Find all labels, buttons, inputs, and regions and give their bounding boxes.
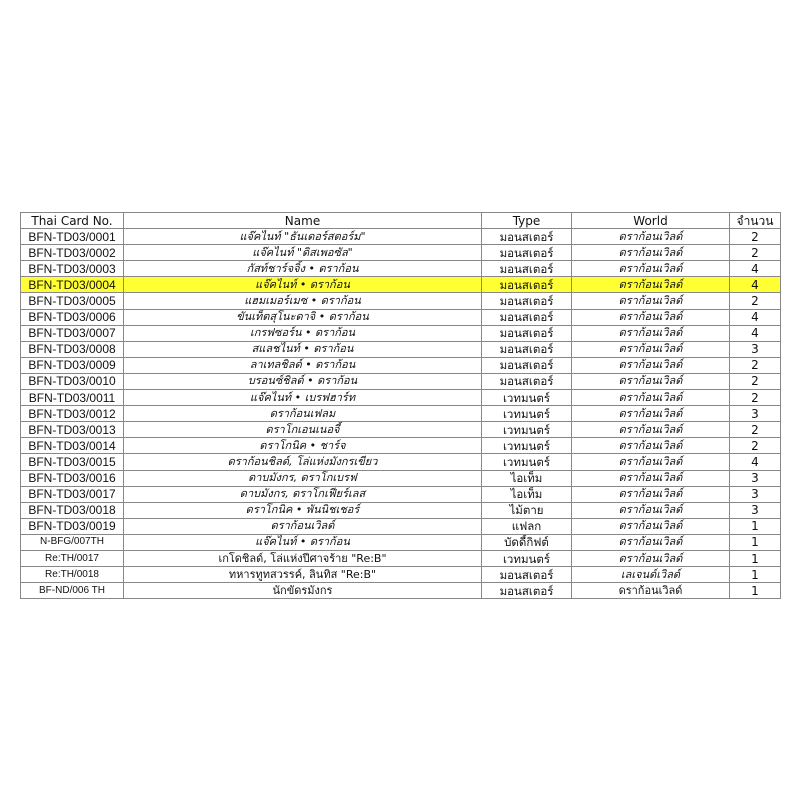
card-qty-cell: 2	[730, 229, 781, 245]
table-row-highlighted	[21, 277, 781, 293]
card-no-cell: BFN-TD03/0003	[21, 261, 124, 277]
card-no-cell: BFN-TD03/0012	[21, 406, 124, 422]
table-row	[21, 229, 781, 245]
card-no-cell: BFN-TD03/0005	[21, 293, 124, 309]
card-no-cell: Re:TH/0018	[21, 567, 124, 583]
card-type-cell: มอนสเตอร์	[482, 325, 572, 341]
card-name-cell: ลาเทลชิลด์ • ดราก้อน	[124, 357, 482, 373]
card-world-cell: ดราก้อนเวิลด์	[572, 534, 730, 550]
card-type-cell: เวทมนตร์	[482, 550, 572, 566]
card-no-cell: BFN-TD03/0006	[21, 309, 124, 325]
card-world-cell: ดราก้อนเวิลด์	[572, 341, 730, 357]
card-qty-cell: 3	[730, 470, 781, 486]
table-row	[21, 502, 781, 518]
card-type-cell: เวทมนตร์	[482, 406, 572, 422]
card-name-cell: ดราโกนิค • ชาร์จ	[124, 438, 482, 454]
card-name-cell: เกโดชิลด์, โล่แห่งปีศาจร้าย "Re:B"	[124, 550, 482, 566]
card-type-cell: มอนสเตอร์	[482, 261, 572, 277]
header-name: Name	[124, 213, 482, 229]
card-name-cell: ดราโกเอนเนอจี้	[124, 422, 482, 438]
card-qty-cell: 4	[730, 261, 781, 277]
card-qty-cell: 2	[730, 438, 781, 454]
table-row	[21, 518, 781, 534]
card-type-cell: ไอเท็ม	[482, 470, 572, 486]
card-no-cell: BFN-TD03/0013	[21, 422, 124, 438]
card-world-cell: ดราก้อนเวิลด์	[572, 454, 730, 470]
card-qty-cell: 1	[730, 550, 781, 566]
card-world-cell: ดราก้อนเวิลด์	[572, 293, 730, 309]
card-world-cell: ดราก้อนเวิลด์	[572, 373, 730, 389]
card-type-cell: มอนสเตอร์	[482, 373, 572, 389]
table-row	[21, 341, 781, 357]
table-row	[21, 438, 781, 454]
card-no-cell: BFN-TD03/0016	[21, 470, 124, 486]
card-name-cell: แจ๊คไนท์ • ดราก้อน	[124, 534, 482, 550]
card-world-cell: ดราก้อนเวิลด์	[572, 309, 730, 325]
card-type-cell: เวทมนตร์	[482, 438, 572, 454]
header-row	[21, 213, 781, 229]
card-type-cell: มอนสเตอร์	[482, 229, 572, 245]
card-world-cell: ดราก้อนเวิลด์	[572, 550, 730, 566]
card-type-cell: มอนสเตอร์	[482, 309, 572, 325]
card-world-cell: ดราก้อนเวิลด์	[572, 357, 730, 373]
header-type: Type	[482, 213, 572, 229]
card-no-cell: N-BFG/007TH	[21, 534, 124, 550]
table-row	[21, 550, 781, 566]
card-name-cell: ดราก้อนชิลด์, โล่แห่งมังกรเขียว	[124, 454, 482, 470]
card-name-cell: แจ๊คไนท์ "ธันเดอร์สตอร์ม"	[124, 229, 482, 245]
table-row	[21, 261, 781, 277]
card-name-cell: สแลชไนท์ • ดราก้อน	[124, 341, 482, 357]
card-type-cell: บัดดี้กิฟต์	[482, 534, 572, 550]
card-world-cell: ดราก้อนเวิลด์	[572, 583, 730, 599]
card-name-cell: ดราก้อนเวิลด์	[124, 518, 482, 534]
card-qty-cell: 1	[730, 518, 781, 534]
card-no-cell: BFN-TD03/0001	[21, 229, 124, 245]
card-name-cell: ขันเท็ตสุโนะดาจิ • ดราก้อน	[124, 309, 482, 325]
card-no-cell: BFN-TD03/0004	[21, 277, 124, 293]
card-world-cell: ดราก้อนเวิลด์	[572, 502, 730, 518]
card-type-cell: มอนสเตอร์	[482, 357, 572, 373]
card-world-cell: ดราก้อนเวิลด์	[572, 390, 730, 406]
card-world-cell: ดราก้อนเวิลด์	[572, 325, 730, 341]
card-type-cell: มอนสเตอร์	[482, 277, 572, 293]
card-type-cell: เวทมนตร์	[482, 422, 572, 438]
header-world: World	[572, 213, 730, 229]
card-world-cell: ดราก้อนเวิลด์	[572, 438, 730, 454]
table-row	[21, 470, 781, 486]
card-world-cell: ดราก้อนเวิลด์	[572, 518, 730, 534]
card-qty-cell: 1	[730, 567, 781, 583]
card-name-cell: ดาบมังกร, ดราโกเฟียร์เลส	[124, 486, 482, 502]
card-no-cell: BFN-TD03/0014	[21, 438, 124, 454]
card-world-cell: ดราก้อนเวิลด์	[572, 277, 730, 293]
card-qty-cell: 4	[730, 325, 781, 341]
card-no-cell: BFN-TD03/0017	[21, 486, 124, 502]
card-list-table	[20, 212, 781, 599]
card-world-cell: เลเจนด์เวิลด์	[572, 567, 730, 583]
card-type-cell: มอนสเตอร์	[482, 567, 572, 583]
card-qty-cell: 2	[730, 373, 781, 389]
table-row	[21, 309, 781, 325]
table-row	[21, 422, 781, 438]
card-no-cell: BFN-TD03/0015	[21, 454, 124, 470]
header-card-no: Thai Card No.	[21, 213, 124, 229]
card-no-cell: BFN-TD03/0008	[21, 341, 124, 357]
card-qty-cell: 2	[730, 390, 781, 406]
card-type-cell: เวทมนตร์	[482, 390, 572, 406]
table-row	[21, 486, 781, 502]
table-row	[21, 583, 781, 599]
card-name-cell: นักขัดรมังกร	[124, 583, 482, 599]
table-body	[21, 229, 781, 599]
card-type-cell: มอนสเตอร์	[482, 245, 572, 261]
card-name-cell: แจ๊คไนท์ • เบรฟฮาร์ท	[124, 390, 482, 406]
card-qty-cell: 4	[730, 309, 781, 325]
card-world-cell: ดราก้อนเวิลด์	[572, 406, 730, 422]
card-qty-cell: 1	[730, 534, 781, 550]
table-row	[21, 373, 781, 389]
card-qty-cell: 2	[730, 422, 781, 438]
card-qty-cell: 2	[730, 293, 781, 309]
table-row	[21, 293, 781, 309]
header-quantity: จำนวน	[730, 213, 781, 229]
card-qty-cell: 4	[730, 454, 781, 470]
table-row	[21, 245, 781, 261]
table-row	[21, 534, 781, 550]
card-qty-cell: 4	[730, 277, 781, 293]
card-name-cell: ดาบมังกร, ดราโกเบรฟ	[124, 470, 482, 486]
card-qty-cell: 2	[730, 357, 781, 373]
table-row	[21, 406, 781, 422]
card-type-cell: มอนสเตอร์	[482, 341, 572, 357]
card-qty-cell: 3	[730, 406, 781, 422]
table-row	[21, 357, 781, 373]
card-qty-cell: 3	[730, 502, 781, 518]
card-world-cell: ดราก้อนเวิลด์	[572, 470, 730, 486]
card-type-cell: ไอเท็ม	[482, 486, 572, 502]
card-type-cell: มอนสเตอร์	[482, 583, 572, 599]
table-row	[21, 325, 781, 341]
card-no-cell: BFN-TD03/0019	[21, 518, 124, 534]
card-no-cell: BFN-TD03/0009	[21, 357, 124, 373]
table-row	[21, 454, 781, 470]
table-row	[21, 390, 781, 406]
table-row	[21, 567, 781, 583]
card-no-cell: BFN-TD03/0011	[21, 390, 124, 406]
card-no-cell: BFN-TD03/0010	[21, 373, 124, 389]
card-type-cell: แฟลก	[482, 518, 572, 534]
card-type-cell: ไม้ตาย	[482, 502, 572, 518]
card-no-cell: BF-ND/006 TH	[21, 583, 124, 599]
card-qty-cell: 1	[730, 583, 781, 599]
card-name-cell: แจ๊คไนท์ • ดราก้อน	[124, 277, 482, 293]
card-no-cell: BFN-TD03/0002	[21, 245, 124, 261]
card-world-cell: ดราก้อนเวิลด์	[572, 229, 730, 245]
card-qty-cell: 3	[730, 341, 781, 357]
card-no-cell: Re:TH/0017	[21, 550, 124, 566]
card-name-cell: กัสท์ชาร์จจิ้ง • ดราก้อน	[124, 261, 482, 277]
card-name-cell: ดราก้อนเฟลม	[124, 406, 482, 422]
card-type-cell: มอนสเตอร์	[482, 293, 572, 309]
card-world-cell: ดราก้อนเวิลด์	[572, 422, 730, 438]
card-name-cell: บรอนซ์ชิลด์ • ดราก้อน	[124, 373, 482, 389]
card-qty-cell: 2	[730, 245, 781, 261]
card-no-cell: BFN-TD03/0018	[21, 502, 124, 518]
card-name-cell: ดราโกนิค • พันนิชเชอร์	[124, 502, 482, 518]
card-name-cell: ทหารทูทสวรรค์, ลินทิส "Re:B"	[124, 567, 482, 583]
card-name-cell: แจ๊คไนท์ "ดิสเพอซัล"	[124, 245, 482, 261]
card-world-cell: ดราก้อนเวิลด์	[572, 261, 730, 277]
card-type-cell: เวทมนตร์	[482, 454, 572, 470]
card-name-cell: เกรฟซอร์น • ดราก้อน	[124, 325, 482, 341]
card-qty-cell: 3	[730, 486, 781, 502]
card-world-cell: ดราก้อนเวิลด์	[572, 486, 730, 502]
card-name-cell: แฮมเมอร์เมซ • ดราก้อน	[124, 293, 482, 309]
card-world-cell: ดราก้อนเวิลด์	[572, 245, 730, 261]
card-no-cell: BFN-TD03/0007	[21, 325, 124, 341]
